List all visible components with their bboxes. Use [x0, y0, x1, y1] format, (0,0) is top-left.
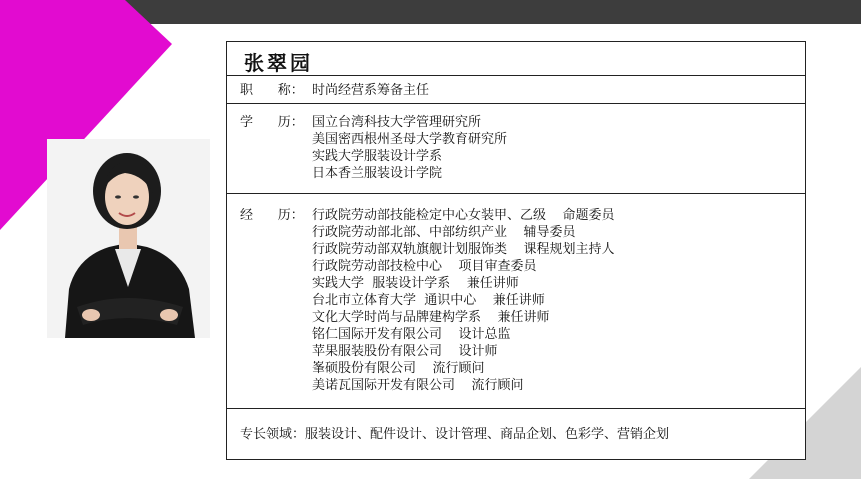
experience-list	[312, 207, 615, 394]
experience-item: 铭仁国际开发有限公司 设计总监	[312, 327, 511, 342]
title-value: 时尚经营系筹备主任	[312, 83, 430, 98]
experience-label: 经 历：	[240, 208, 304, 223]
profile-card	[226, 41, 806, 460]
experience-item: 行政院劳动部技检中心 项目审查委员	[312, 259, 537, 274]
education-list	[312, 114, 507, 182]
experience-item: 台北市立体育大学 通识中心 兼任讲师	[312, 293, 545, 308]
title-label: 职 称：	[240, 83, 304, 98]
experience-row	[227, 194, 805, 409]
education-label: 学 历：	[240, 115, 304, 130]
person-name: 张翠园	[244, 51, 313, 75]
education-item: 国立台湾科技大学管理研究所	[312, 115, 482, 130]
education-item: 日本香兰服装设计学院	[312, 166, 443, 181]
experience-item: 峯硕股份有限公司 流行顾问	[312, 361, 485, 376]
experience-item: 实践大学 服装设计学系 兼任讲师	[312, 276, 519, 291]
name-row	[227, 42, 805, 76]
experience-item: 行政院劳动部北部、中部纺织产业 辅导委员	[312, 225, 576, 240]
experience-item: 美诺瓦国际开发有限公司 流行顾问	[312, 378, 524, 393]
portrait-photo	[47, 139, 210, 338]
experience-item: 文化大学时尚与品牌建构学系 兼任讲师	[312, 310, 550, 325]
specialty-row	[227, 409, 805, 459]
specialty-text: 专长领域：服装设计、配件设计、设计管理、商品企划、色彩学、营销企划	[240, 427, 670, 442]
education-item: 美国密西根州圣母大学教育研究所	[312, 132, 508, 147]
experience-item: 行政院劳动部技能检定中心女装甲、乙级 命题委员	[312, 208, 615, 223]
experience-item: 行政院劳动部双轨旗舰计划服饰类 课程规划主持人	[312, 242, 615, 257]
title-row	[227, 76, 805, 104]
experience-item: 苹果服装股份有限公司 设计师	[312, 344, 498, 359]
education-item: 实践大学服装设计学系	[312, 149, 443, 164]
education-row	[227, 104, 805, 194]
